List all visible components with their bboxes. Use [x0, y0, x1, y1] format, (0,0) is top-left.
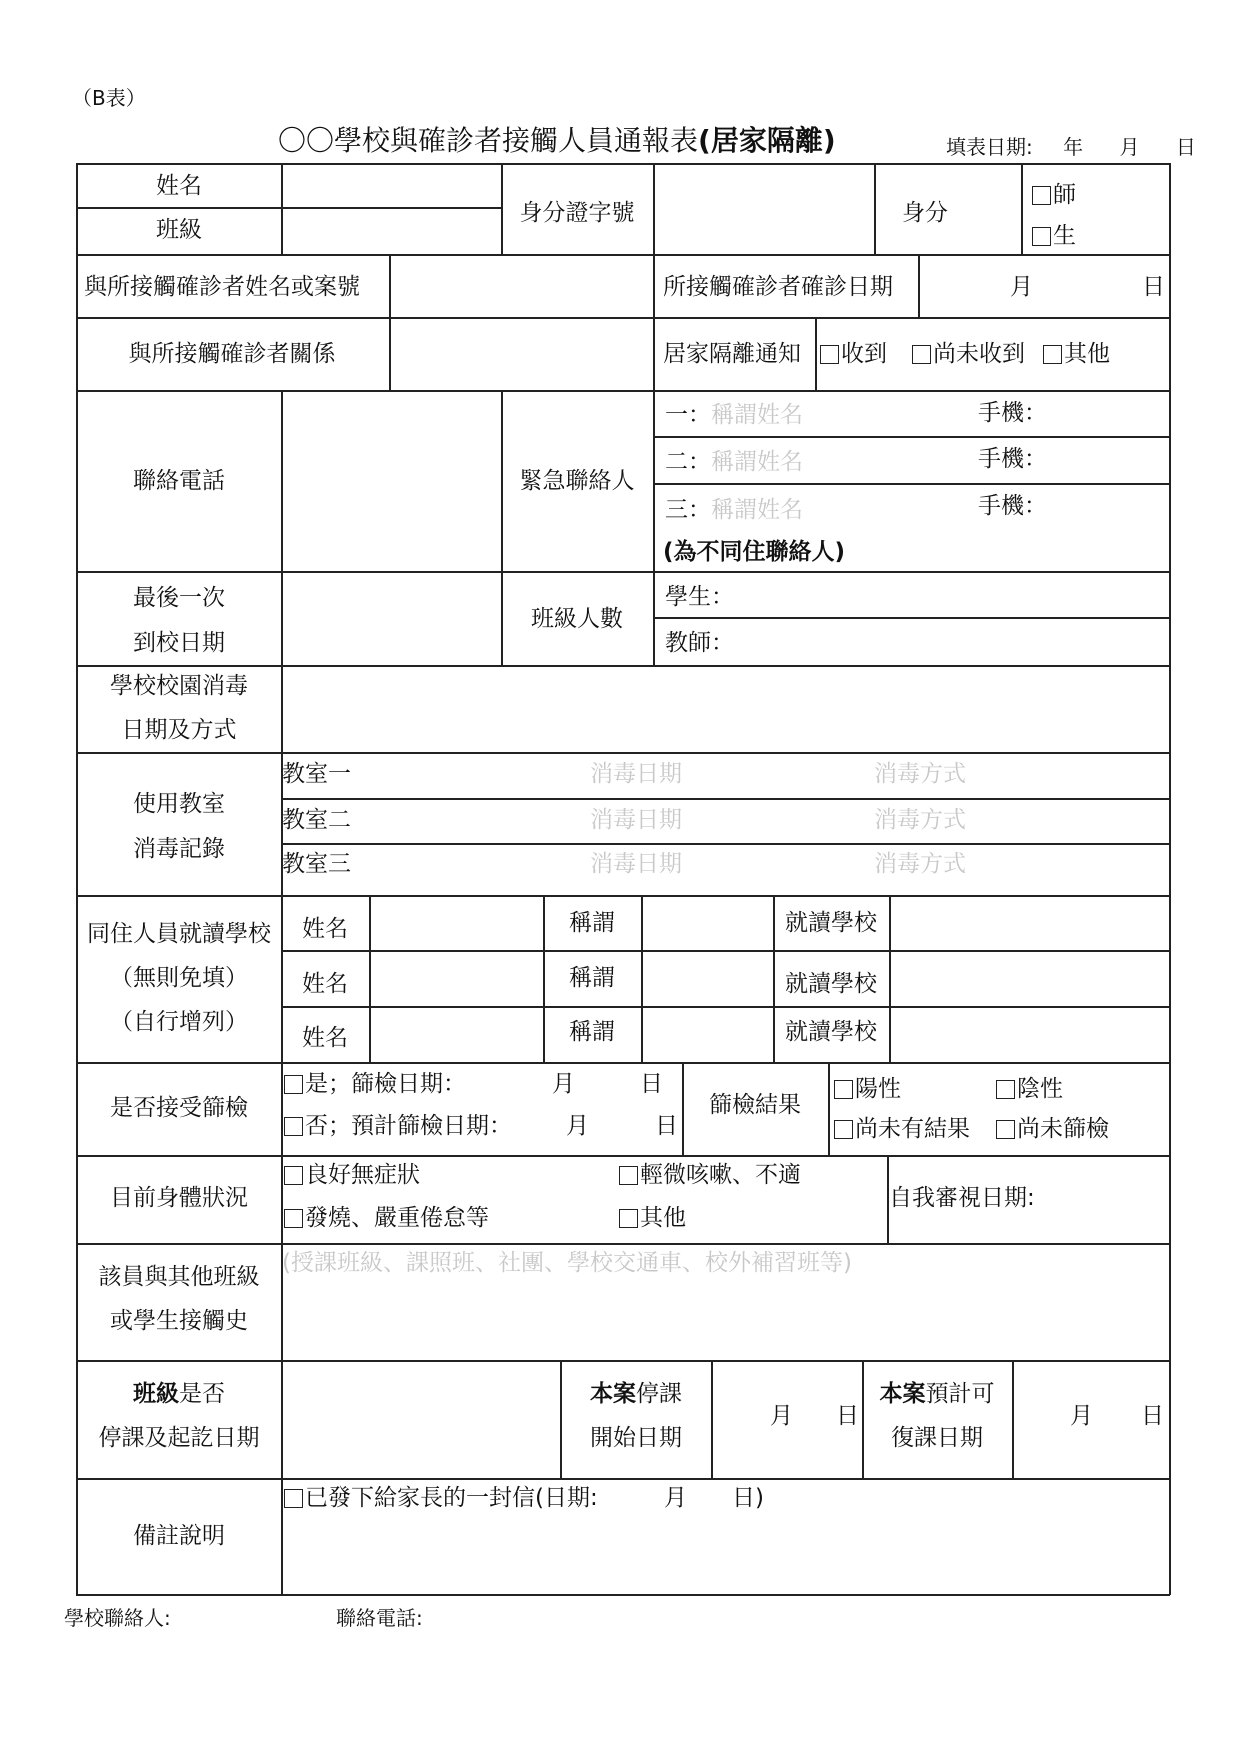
mild-label: 輕微咳嗽、不適	[640, 1162, 801, 1188]
title-bold: 居家隔離	[710, 124, 823, 157]
name-label: 姓名	[156, 173, 202, 199]
form-code: （B表）	[72, 86, 146, 110]
contact-2-number: 二：	[665, 449, 711, 475]
last-school-date-input[interactable]	[283, 573, 500, 664]
id-number-input[interactable]	[655, 165, 873, 253]
emergency-contact-3	[665, 496, 803, 524]
last-school-date-line2: 到校日期	[133, 630, 225, 656]
confirmed-case-input[interactable]	[391, 256, 652, 316]
fill-date-month: 月	[1119, 135, 1140, 159]
emergency-contact-label: 緊急聯絡人	[519, 468, 635, 494]
student-checkbox[interactable]	[1032, 227, 1051, 246]
resume-line1	[880, 1380, 995, 1408]
cohabitant-add-rows-note: （自行增列）	[110, 1009, 248, 1035]
class-suspension-input[interactable]	[283, 1362, 559, 1477]
contact-3-placeholder[interactable]: 稱謂姓名	[711, 497, 803, 523]
health-option-good[interactable]	[284, 1161, 420, 1189]
suspension-start-line1	[590, 1380, 682, 1408]
contact-history-placeholder[interactable]: (授課班級、課照班、社團、學校交通車、校外補習班等)	[282, 1250, 852, 1276]
screening-yes-label: 是；篩檢日期：	[305, 1071, 466, 1097]
resume-day: 日	[1141, 1403, 1164, 1429]
resume-bold: 本案	[879, 1381, 926, 1407]
not-screened-label: 尚未篩檢	[1017, 1116, 1109, 1142]
health-option-other[interactable]	[619, 1204, 686, 1232]
classroom-2-name: 教室二	[282, 807, 351, 833]
diagnosis-day: 日	[1142, 274, 1165, 300]
received-label: 收到	[841, 341, 887, 367]
positive-checkbox[interactable]	[834, 1080, 853, 1099]
quarantine-notice-label: 居家隔離通知	[663, 341, 801, 367]
screening-option-no[interactable]	[284, 1112, 512, 1140]
classroom-3-name: 教室三	[282, 851, 351, 877]
screening-yes-checkbox[interactable]	[284, 1075, 303, 1094]
result-option-positive[interactable]	[834, 1075, 901, 1103]
student-option-label: 生	[1053, 223, 1076, 249]
suspension-start-bold: 本案	[590, 1381, 636, 1407]
contact-3-number: 三：	[665, 497, 711, 523]
screening-no-month: 月	[566, 1113, 589, 1139]
screening-result-label: 篩檢結果	[709, 1092, 801, 1118]
cohabitant-school-label: 同住人員就讀學校	[87, 921, 271, 947]
screening-label: 是否接受篩檢	[110, 1095, 248, 1121]
resume-rest: 預計可	[925, 1381, 995, 1407]
cohabitant-3-title-label: 稱謂	[569, 1019, 615, 1045]
school-contact-label: 學校聯絡人:	[64, 1606, 171, 1630]
no-result-checkbox[interactable]	[834, 1120, 853, 1139]
self-check-date-label: 自我審視日期:	[889, 1185, 1035, 1211]
class-label: 班級	[156, 217, 202, 243]
contact-1-number: 一：	[665, 402, 711, 428]
screening-yes-month: 月	[552, 1071, 575, 1097]
class-count-label: 班級人數	[531, 606, 623, 632]
classroom-2-method-placeholder[interactable]: 消毒方式	[874, 807, 966, 833]
title-paren-open: (	[698, 124, 711, 157]
cohabitant-1-name-label: 姓名	[302, 916, 348, 942]
title-paren-close: )	[822, 124, 836, 157]
fill-date-label: 填表日期:	[946, 135, 1033, 159]
fill-date-day: 日	[1175, 135, 1196, 159]
relation-label: 與所接觸確診者關係	[128, 341, 336, 367]
cohabitant-3-name-label: 姓名	[302, 1025, 348, 1051]
cohabitant-1-title-label: 稱謂	[569, 910, 615, 936]
campus-disinfection-line2: 日期及方式	[121, 717, 237, 743]
health-other-label: 其他	[640, 1205, 686, 1231]
classroom-1-name: 教室一	[282, 761, 351, 787]
student-count-label: 學生：	[665, 584, 734, 610]
notice-option-not-received[interactable]	[912, 340, 1025, 368]
fill-date-year: 年	[1063, 135, 1084, 159]
classroom-3-date-placeholder[interactable]: 消毒日期	[590, 851, 682, 877]
notice-other-checkbox[interactable]	[1043, 345, 1062, 364]
classroom-disinfection-line2: 消毒記錄	[133, 836, 225, 862]
parent-letter-month: 月	[664, 1485, 687, 1511]
not-received-checkbox[interactable]	[912, 345, 931, 364]
classroom-1-date-placeholder[interactable]: 消毒日期	[590, 761, 682, 787]
campus-disinfection-input[interactable]	[283, 667, 1168, 751]
positive-label: 陽性	[855, 1076, 901, 1102]
cohabitant-2-school-label: 就讀學校	[785, 971, 877, 997]
result-option-no-result[interactable]	[834, 1115, 970, 1143]
result-option-negative[interactable]	[996, 1075, 1063, 1103]
good-checkbox[interactable]	[284, 1166, 303, 1185]
screening-option-yes[interactable]	[284, 1070, 466, 1098]
mild-checkbox[interactable]	[619, 1166, 638, 1185]
screening-yes-day: 日	[640, 1071, 663, 1097]
confirmed-case-contact-label: 與所接觸確診者姓名或案號	[84, 274, 360, 300]
emergency-contact-2	[665, 448, 803, 476]
remarks-label: 備註說明	[133, 1523, 225, 1549]
teacher-checkbox[interactable]	[1032, 186, 1051, 205]
cohabitant-2-name-label: 姓名	[302, 971, 348, 997]
resume-month: 月	[1070, 1403, 1093, 1429]
classroom-3-method-placeholder[interactable]: 消毒方式	[874, 851, 966, 877]
cohabitant-optional-note: （無則免填）	[110, 965, 248, 991]
page-title	[278, 124, 836, 158]
classroom-disinfection-line1: 使用教室	[133, 791, 225, 817]
id-number-label: 身分證字號	[519, 200, 635, 226]
suspension-start-day: 日	[836, 1403, 859, 1429]
teacher-count-label: 教師：	[665, 630, 734, 656]
notice-option-received[interactable]	[820, 340, 887, 368]
school-phone-label: 聯絡電話:	[336, 1606, 423, 1630]
title-main: 〇〇學校與確診者接觸人員通報表	[278, 124, 699, 157]
health-status-label: 目前身體狀況	[110, 1185, 248, 1211]
no-result-label: 尚未有結果	[855, 1116, 970, 1142]
remarks-input[interactable]	[283, 1515, 1168, 1593]
screening-no-day: 日	[655, 1113, 678, 1139]
emergency-contact-1	[665, 401, 803, 429]
fill-date	[946, 131, 1196, 160]
health-other-checkbox[interactable]	[619, 1209, 638, 1228]
notice-other-label: 其他	[1064, 341, 1110, 367]
not-received-label: 尚未收到	[933, 341, 1025, 367]
cohabitant-3-school-label: 就讀學校	[785, 1019, 877, 1045]
last-school-date-line1: 最後一次	[133, 585, 225, 611]
fever-label: 發燒、嚴重倦怠等	[305, 1205, 489, 1231]
screening-no-label: 否；預計篩檢日期：	[305, 1113, 512, 1139]
phone-label: 聯絡電話	[133, 468, 225, 494]
contact-history-line2: 或學生接觸史	[110, 1308, 248, 1334]
contact-history-line1: 該員與其他班級	[98, 1264, 260, 1290]
classroom-2-date-placeholder[interactable]: 消毒日期	[590, 807, 682, 833]
contact-3-mobile-label: 手機：	[978, 493, 1047, 519]
good-label: 良好無症狀	[305, 1162, 420, 1188]
received-checkbox[interactable]	[820, 345, 839, 364]
teacher-option-label: 師	[1053, 182, 1076, 208]
health-option-mild[interactable]	[619, 1161, 801, 1189]
class-suspension-rest: 是否	[179, 1381, 225, 1407]
phone-input[interactable]	[283, 392, 500, 570]
classroom-1-method-placeholder[interactable]: 消毒方式	[874, 761, 966, 787]
identity-option-teacher[interactable]	[1032, 181, 1076, 209]
contact-2-placeholder[interactable]: 稱謂姓名	[711, 449, 803, 475]
notice-option-other[interactable]	[1043, 340, 1110, 368]
campus-disinfection-line1: 學校校園消毒	[110, 673, 248, 699]
diagnosis-date-label: 所接觸確診者確診日期	[663, 274, 893, 300]
cohabitant-1-school-label: 就讀學校	[785, 910, 877, 936]
relation-input[interactable]	[391, 319, 652, 389]
contact-1-mobile-label: 手機：	[978, 400, 1047, 426]
negative-checkbox[interactable]	[996, 1080, 1015, 1099]
class-suspension-line2: 停課及起訖日期	[98, 1425, 260, 1451]
name-input[interactable]	[283, 165, 500, 206]
parent-letter-checkbox[interactable]	[284, 1489, 303, 1508]
class-input[interactable]	[283, 209, 500, 253]
not-screened-checkbox[interactable]	[996, 1120, 1015, 1139]
parent-letter-label: 已發下給家長的一封信(日期:	[305, 1485, 598, 1511]
identity-label: 身分	[902, 200, 948, 226]
class-suspension-bold: 班級	[133, 1381, 179, 1407]
suspension-start-rest: 停課	[636, 1381, 682, 1407]
parent-letter-option[interactable]	[284, 1484, 598, 1512]
negative-label: 陰性	[1017, 1076, 1063, 1102]
result-option-not-screened[interactable]	[996, 1115, 1109, 1143]
screening-no-checkbox[interactable]	[284, 1117, 303, 1136]
fever-checkbox[interactable]	[284, 1209, 303, 1228]
suspension-start-month: 月	[770, 1403, 793, 1429]
class-suspension-line1	[133, 1380, 225, 1408]
parent-letter-day: 日)	[732, 1485, 764, 1511]
resume-line2: 復課日期	[891, 1425, 983, 1451]
health-option-fever[interactable]	[284, 1204, 489, 1232]
contact-1-placeholder[interactable]: 稱謂姓名	[711, 402, 803, 428]
diagnosis-month: 月	[1010, 274, 1033, 300]
identity-option-student[interactable]	[1032, 222, 1076, 250]
suspension-start-line2: 開始日期	[590, 1425, 682, 1451]
cohabitant-2-title-label: 稱謂	[569, 965, 615, 991]
contact-2-mobile-label: 手機：	[978, 446, 1047, 472]
emergency-contact-note: (為不同住聯絡人)	[663, 539, 846, 565]
